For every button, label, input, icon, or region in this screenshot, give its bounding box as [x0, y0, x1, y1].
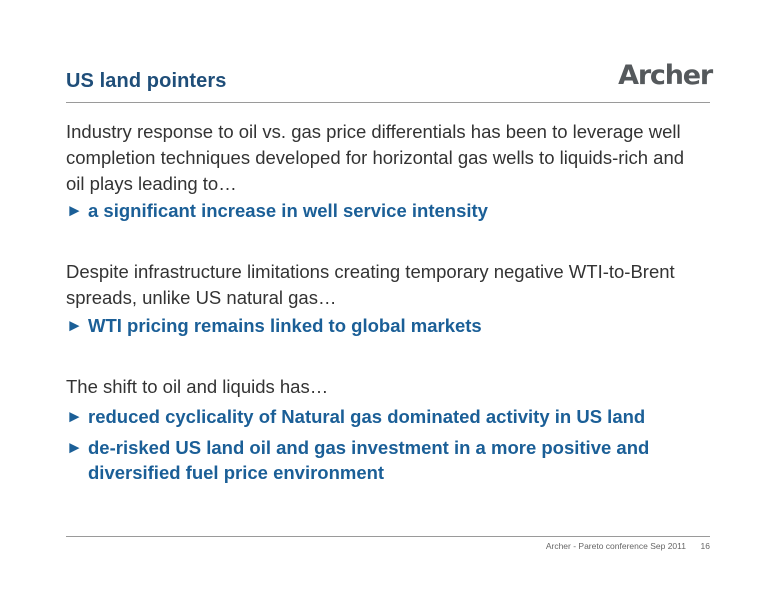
bullet-text: WTI pricing remains linked to global markets [88, 315, 482, 336]
bullet-text: de-risked US land oil and gas investment in a more positive and diversified fuel price environment [88, 437, 650, 483]
top-divider [66, 102, 710, 103]
bottom-divider [66, 536, 710, 537]
paragraph-infrastructure-limitations: Despite infrastructure limitations creating temporary negative WTI-to-Brent spreads, unlike US natural gas… [66, 261, 675, 308]
bullet-text: a significant increase in well service intensity [88, 200, 488, 221]
paragraph-oil-gas-differentials: Industry response to oil vs. gas price differentials has been to leverage well completion techniques developed for horizontal gas wells to liquids-rich and oil plays leading to… [66, 121, 685, 194]
bullet-arrow-icon: ► [66, 201, 83, 220]
bullet-well-service-intensity [66, 198, 706, 223]
bullet-reduced-cyclicality [66, 404, 706, 429]
bullet-arrow-icon: ► [66, 316, 83, 335]
bullet-de-risked-investment [66, 435, 666, 485]
slide-title: US land pointers [66, 70, 227, 92]
bullet-arrow-icon: ► [66, 438, 83, 457]
footer-text: Archer - Pareto conference Sep 2011 [545, 541, 686, 551]
bullet-wti-pricing [66, 313, 706, 338]
bullet-arrow-icon: ► [66, 407, 83, 426]
paragraph-shift-to-oil: The shift to oil and liquids has… [66, 376, 329, 397]
archer-logo: Archer [618, 60, 712, 91]
bullet-text: reduced cyclicality of Natural gas dominated activity in US land [88, 406, 646, 427]
page-number: 16 [700, 541, 710, 551]
